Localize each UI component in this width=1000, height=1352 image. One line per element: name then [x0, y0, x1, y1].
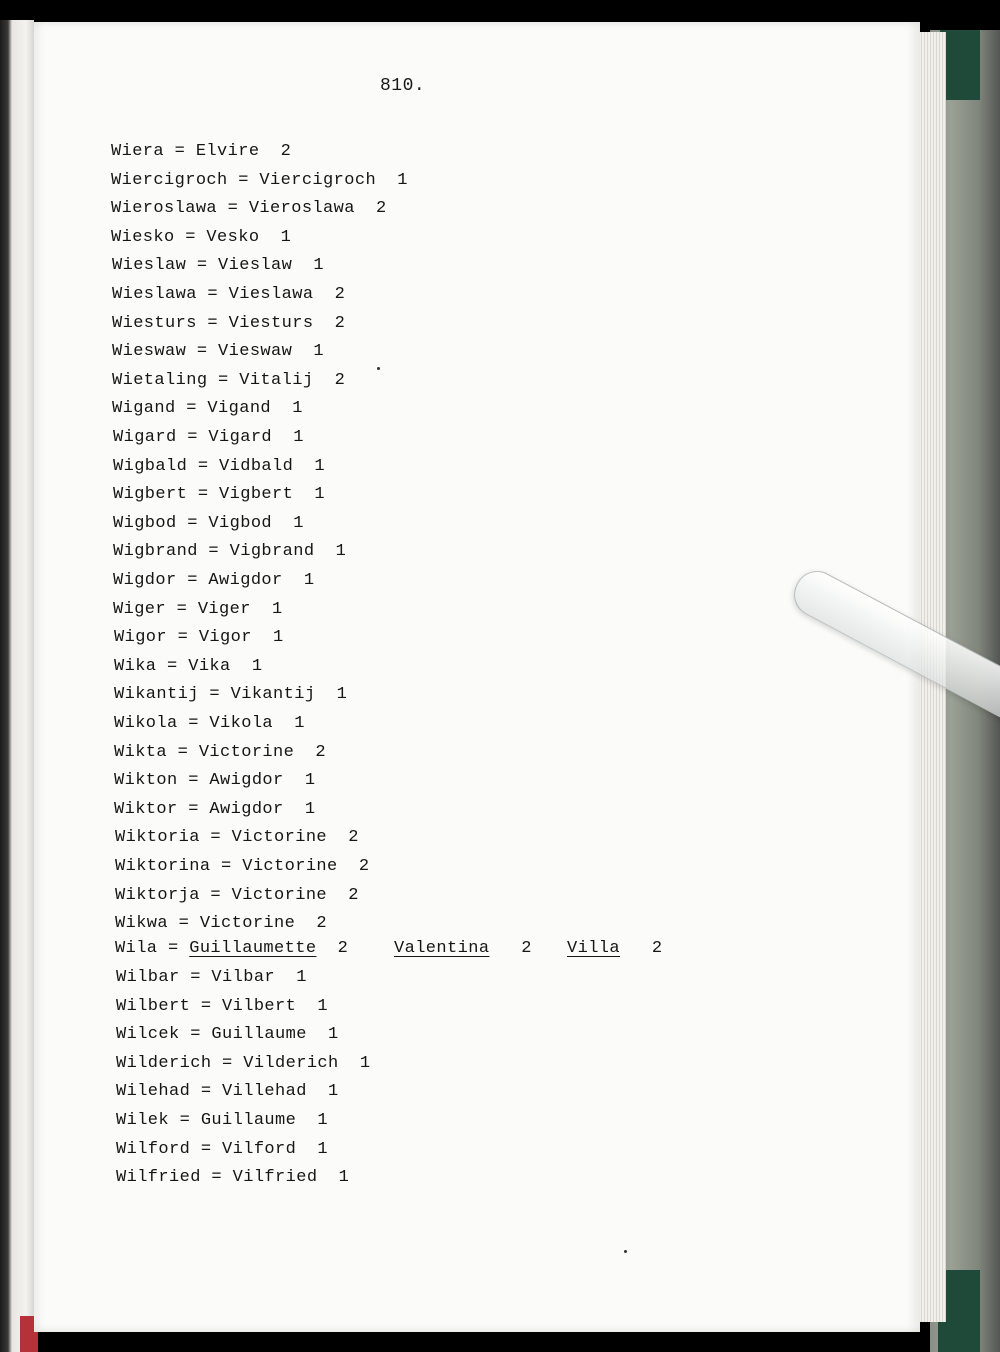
- list-item: Wigdor = Awigdor 1: [113, 571, 315, 590]
- ink-speck: [377, 367, 380, 370]
- list-item: Wikola = Vikola 1: [114, 714, 305, 733]
- list-item: Wiesturs = Viesturs 2: [112, 314, 346, 333]
- list-item: Wikwa = Victorine 2: [115, 914, 328, 933]
- list-item-wila: [115, 939, 348, 958]
- list-item: Wiktorja = Victorine 2: [115, 886, 359, 905]
- wila-count: 2: [316, 939, 349, 958]
- wila-alt-villa: [567, 939, 662, 958]
- page-number: 810.: [380, 76, 426, 96]
- list-item: Wiger = Viger 1: [113, 600, 283, 619]
- list-item: Wilbert = Vilbert 1: [116, 997, 329, 1016]
- cover-corner-top: [940, 30, 980, 100]
- list-item: Wikantij = Vikantij 1: [114, 685, 348, 704]
- list-item: Wilderich = Vilderich 1: [116, 1054, 371, 1073]
- alt-count-villa: 2: [651, 939, 663, 958]
- alt-name-villa: Villa: [567, 939, 621, 958]
- list-item: Wigbert = Vigbert 1: [113, 485, 326, 504]
- list-item: Wiercigroch = Viercigroch 1: [111, 171, 408, 190]
- list-item: Wieslawa = Vieslawa 2: [112, 285, 346, 304]
- ink-speck: [624, 1250, 627, 1253]
- list-item: Wigor = Vigor 1: [114, 628, 284, 647]
- list-item: Wieroslawa = Vieroslawa 2: [111, 199, 387, 218]
- list-item: Wietaling = Vitalij 2: [112, 371, 346, 390]
- list-item: Wigbald = Vidbald 1: [113, 457, 326, 476]
- list-item: Wiesko = Vesko 1: [111, 228, 292, 247]
- wila-underlined-name: Guillaumette: [189, 939, 317, 958]
- wila-alt-valentina: [394, 939, 532, 958]
- list-item: Wigbod = Vigbod 1: [113, 514, 304, 533]
- list-item: Wieswaw = Vieswaw 1: [112, 342, 325, 361]
- document-page: [34, 22, 920, 1332]
- list-item: Wieslaw = Vieslaw 1: [112, 256, 325, 275]
- list-item: Wilfried = Vilfried 1: [116, 1168, 350, 1187]
- wila-prefix: Wila =: [115, 939, 190, 958]
- left-page-edge: [0, 20, 34, 1352]
- list-item: Wiktoria = Victorine 2: [115, 828, 359, 847]
- show-through-bleed: [34, 22, 920, 1332]
- list-item: Wikton = Awigdor 1: [114, 771, 316, 790]
- list-item: Wilek = Guillaume 1: [116, 1111, 329, 1130]
- list-item: Wigand = Vigand 1: [112, 399, 303, 418]
- list-item: Wilford = Vilford 1: [116, 1140, 329, 1159]
- list-item: Wigbrand = Vigbrand 1: [113, 542, 347, 561]
- list-item: Wiktorina = Victorine 2: [115, 857, 370, 876]
- alt-name-valentina: Valentina: [394, 939, 490, 958]
- list-item: Wilcek = Guillaume 1: [116, 1025, 339, 1044]
- list-item: Wigard = Vigard 1: [113, 428, 304, 447]
- list-item: Wiktor = Awigdor 1: [114, 800, 316, 819]
- list-item: Wilbar = Vilbar 1: [116, 968, 307, 987]
- list-item: Wikta = Victorine 2: [114, 743, 327, 762]
- alt-count-valentina: 2: [521, 939, 532, 958]
- list-item: Wilehad = Villehad 1: [116, 1082, 339, 1101]
- list-item: Wiera = Elvire 2: [111, 142, 292, 161]
- list-item: Wika = Vika 1: [114, 657, 263, 676]
